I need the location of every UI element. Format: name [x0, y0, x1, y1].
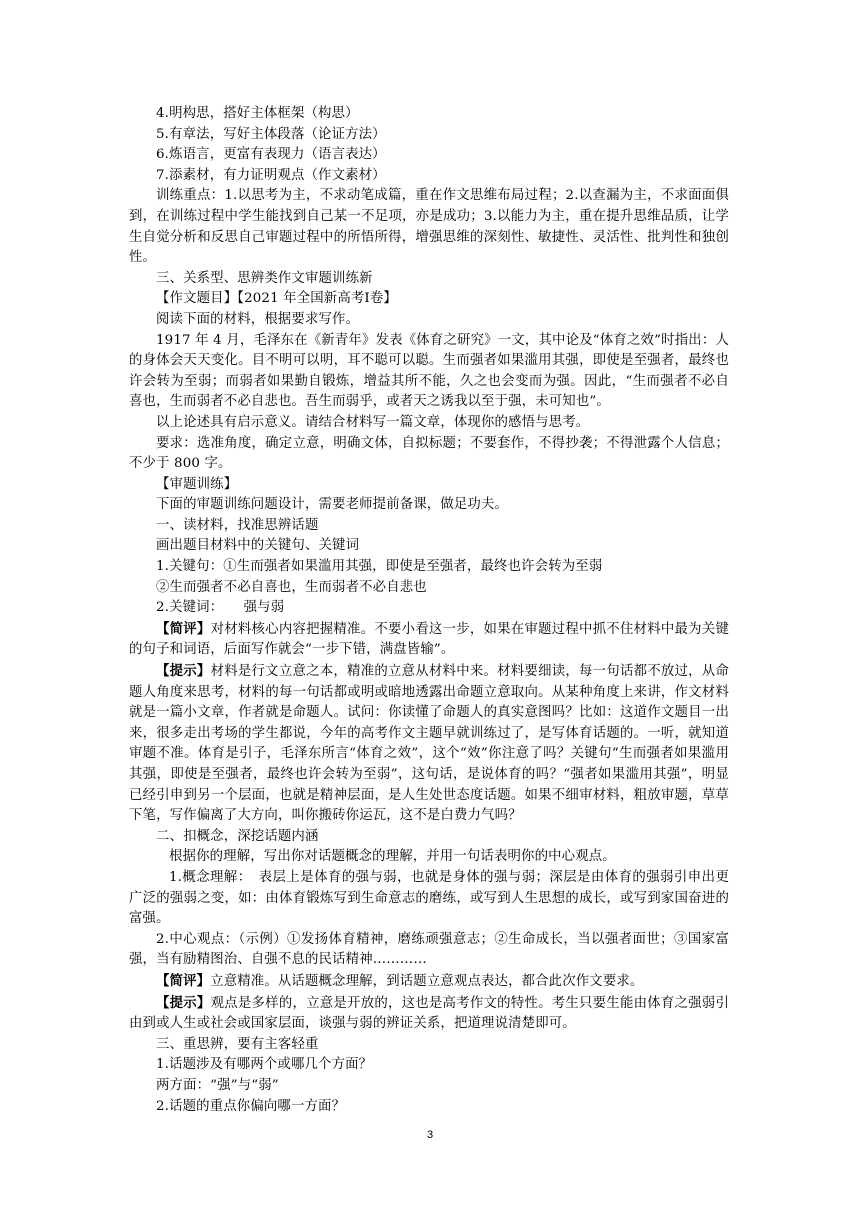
- bracket-label: 【提示】: [156, 994, 211, 1011]
- paragraph: [129, 166, 729, 187]
- paragraph-text: 要求：选准角度，确定立意，明确文体，自拟标题；不要套作，不得抄袭；不得泄露个人信息；不少于 800 字。: [129, 435, 729, 472]
- paragraph: [129, 413, 729, 434]
- bracket-label: 【提示】: [156, 663, 211, 680]
- paragraph-text: 7.添素材，有力证明观点（作文素材）: [156, 167, 386, 183]
- paragraph-text: 二、扣概念，深挖话题内涵: [156, 828, 319, 844]
- paragraph: [129, 495, 729, 516]
- paragraph-text: 【作文题目】【2021 年全国新高考Ⅰ卷】: [156, 291, 397, 307]
- paragraph: [129, 331, 729, 413]
- paragraph-text: 材料是行文立意之本，精准的立意从材料中来。材料要细读，每一句话都不放过，从命题人角度来思考，材料的每一句话都或明或暗地透露出命题立意取向。从某种角度上来讲，作文材料就是一篇小文章，作者就是命题人。试问：你读懂了命题人的真实意图吗？比如：这道作文题目一出来，很多走出考场的学生都说，今年的高考作文主题早就训练过了，是写体育话题的。一听，就知道审题不准。体育是引子，毛泽东所言“体育之效”，这个“效”你注意了吗？关键句“生而强者如果滥用其强，即使是至强者，最终也许会转为至弱”，这句话，是说体育的吗？“强者如果滥用其强”，明显已经引申到另一个层面，也就是精神层面，是人生处世态度话题。如果不细审材料，粗放审题，草草下笔，写作偏离了大方向，叫你搬砖你运瓦，这不是白费力气吗？: [129, 664, 729, 824]
- paragraph: [129, 516, 729, 537]
- paragraph: [129, 661, 729, 827]
- paragraph: [129, 1097, 729, 1118]
- paragraph-text: ②生而强者不必自喜也，生而弱者不必自悲也: [156, 579, 427, 595]
- paragraph-text: 观点是多样的，立意是开放的，这也是高考作文的特性。考生只要生能由体育之强弱引由到或人生或社会或国家层面，谈强与弱的辨证关系，把道理说清楚即可。: [129, 995, 729, 1032]
- paragraph-text: 1.话题涉及有哪两个或哪几个方面？: [156, 1057, 373, 1073]
- paragraph: [129, 598, 729, 619]
- paragraph-text: 下面的审题训练问题设计，需要老师提前备课，做足功夫。: [156, 497, 509, 513]
- paragraph: [129, 145, 729, 166]
- bracket-label: 【简评】: [156, 620, 211, 637]
- paragraph: [129, 310, 729, 331]
- paragraph: [129, 847, 729, 868]
- paragraph-text: 2.中心观点：（示例）①发扬体育精神，磨练顽强意志；②生命成长，当以强者面世；③国家富强，当有励精图治、自强不息的民话精神…………: [129, 931, 729, 968]
- paragraph: [129, 186, 729, 268]
- paragraph: [129, 269, 729, 290]
- paragraph-text: 1917 年 4 月，毛泽东在《新青年》发表《体育之研究》一文，其中论及“体育之效”时指出：人的身体会天天变化。目不明可以明，耳不聪可以聪。生而强者如果滥用其强，即使是至强者，最终也许会转为至弱；而弱者如果勤自锻炼，增益其所不能，久之也会变而为强。因此，“生而强者不必自喜也，生而弱者不必自悲也。吾生而弱乎，或者天之诱我以至于强，未可知也”。: [129, 332, 729, 410]
- paragraph: [129, 1035, 729, 1056]
- paragraph: [129, 104, 729, 125]
- paragraph-text: 2.关键词： 强与弱: [156, 600, 285, 616]
- paragraph: [129, 289, 729, 310]
- paragraph-text: 1.关键句：①生而强者如果滥用其强，即使是至强者，最终也许会转为至弱: [156, 559, 603, 575]
- paragraph: [129, 475, 729, 496]
- paragraph-text: 对材料核心内容把握精准。不要小看这一步，如果在审题过程中抓不住材料中最为关键的句子和词语，后面写作就会“一步下错，满盘皆输”。: [129, 621, 729, 658]
- paragraph-text: 6.炼语言，更富有表现力（语言表达）: [156, 147, 386, 163]
- page-number: 3: [426, 1129, 434, 1141]
- paragraph: [129, 434, 729, 475]
- paragraph-text: 根据你的理解，写出你对话题概念的理解，并用一句话表明你的中心观点。: [169, 849, 616, 865]
- paragraph: [129, 536, 729, 557]
- paragraph-text: 一、读材料，找准思辨话题: [156, 517, 319, 533]
- bracket-label: 【简评】: [156, 972, 211, 989]
- paragraph: [129, 868, 729, 930]
- paragraph-text: 【审题训练】: [156, 476, 238, 492]
- paragraph-text: 以上论述具有启示意义。请结合材料写一篇文章，体现你的感悟与思考。: [156, 414, 590, 430]
- paragraph: [129, 930, 729, 971]
- paragraph-text: 阅读下面的材料，根据要求写作。: [156, 311, 360, 327]
- paragraph-text: 1.概念理解： 表层上是体育的强与弱，也就是身体的强与弱；深层是由体育的强弱引申出更广泛的强弱之变，如：由体育锻炼写到生命意志的磨练，或写到人生思想的成长，或写到家国奋进的富强。: [129, 869, 729, 927]
- paragraph-text: 5.有章法，写好主体段落（论证方法）: [156, 126, 386, 142]
- paragraph-text: 两方面：“强”与“弱”: [156, 1077, 279, 1093]
- paragraph-text: 画出题目材料中的关键句、关键词: [156, 538, 360, 554]
- paragraph-text: 三、关系型、思辨类作文审题训练新: [156, 270, 373, 286]
- paragraph: [129, 971, 729, 993]
- paragraph: [129, 619, 729, 661]
- paragraph: [129, 1055, 729, 1076]
- body-text: [129, 104, 729, 1117]
- paragraph: [129, 125, 729, 146]
- paragraph: [129, 993, 729, 1035]
- paragraph-text: 4.明构思，搭好主体框架（构思）: [156, 106, 359, 121]
- paragraph: [129, 578, 729, 599]
- paragraph-text: 立意精准。从话题概念理解，到话题立意观点表达，都合此次作文要求。: [210, 973, 644, 989]
- paragraph-text: 三、重思辨，要有主客轻重: [156, 1036, 319, 1052]
- paragraph: [129, 557, 729, 578]
- paragraph: [129, 827, 729, 848]
- paragraph: [129, 1076, 729, 1097]
- paragraph-text: 2.话题的重点你偏向哪一方面？: [156, 1098, 346, 1114]
- paragraph-text: 训练重点：1.以思考为主，不求动笔成篇，重在作文思维布局过程；2.以查漏为主，不求面面俱到，在训练过程中学生能找到自己某一不足项，亦是成功；3.以能力为主，重在提升思维品质，让学生自觉分析和反思自己审题过程中的所悟所得，增强思维的深刻性、敏捷性、灵活性、批判性和独创性。: [129, 188, 729, 266]
